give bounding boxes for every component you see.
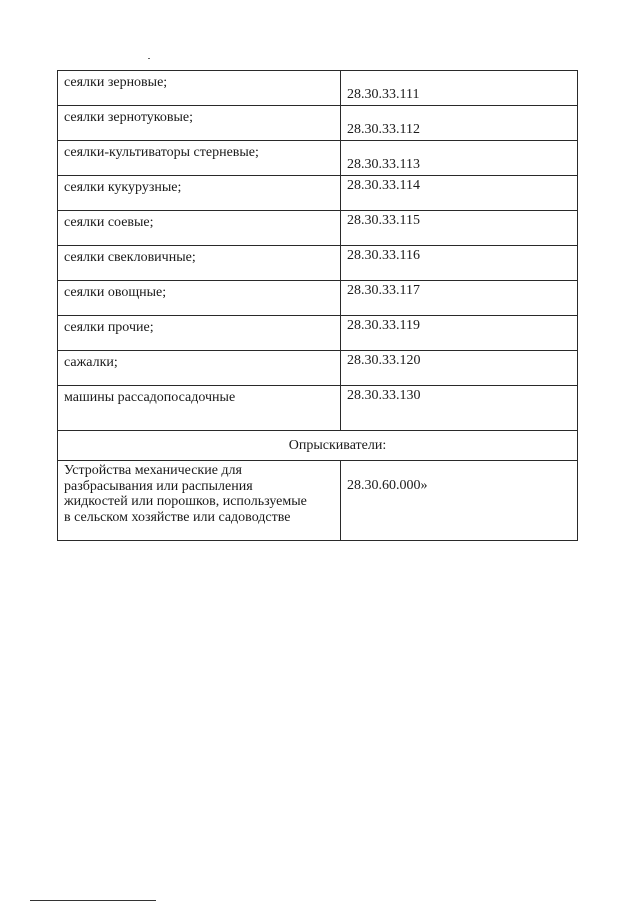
table-row — [58, 176, 578, 211]
item-code-cell: 28.30.33.119 — [341, 316, 578, 351]
table-row — [58, 351, 578, 386]
table-row — [58, 386, 578, 431]
table-row — [58, 246, 578, 281]
item-code-cell: 28.30.33.111 — [341, 71, 578, 106]
item-name-cell — [58, 461, 341, 541]
item-code-cell: 28.30.33.115 — [341, 211, 578, 246]
item-code-cell: 28.30.33.113 — [341, 141, 578, 176]
section-header: Опрыскиватели: — [58, 431, 578, 461]
item-code-cell: 28.30.33.112 — [341, 106, 578, 141]
item-name-cell: сеялки свекловичные; — [58, 246, 341, 281]
table-row — [58, 106, 578, 141]
item-code-cell: 28.30.33.120 — [341, 351, 578, 386]
classification-table — [57, 70, 578, 541]
item-name-cell: сажалки; — [58, 351, 341, 386]
item-name-cell: машины рассадопосадочные — [58, 386, 341, 431]
item-name-cell: сеялки прочие; — [58, 316, 341, 351]
footer-rule — [30, 900, 156, 901]
item-name-cell: сеялки соевые; — [58, 211, 341, 246]
item-name-cell: сеялки зерновые; — [58, 71, 341, 106]
item-description: Устройства механические для разбрасывания или распыления жидкостей или порошков, используемые в сельском хозяйстве или садоводстве — [64, 463, 307, 525]
item-name-cell: сеялки кукурузные; — [58, 176, 341, 211]
item-name-cell: сеялки-культиваторы стерневые; — [58, 141, 341, 176]
section-header-row — [58, 431, 578, 461]
table-row — [58, 211, 578, 246]
scan-mark — [148, 58, 150, 59]
item-code-cell: 28.30.33.130 — [341, 386, 578, 431]
table-row — [58, 461, 578, 541]
table-row — [58, 141, 578, 176]
table-row — [58, 71, 578, 106]
item-code-cell: 28.30.33.117 — [341, 281, 578, 316]
item-code-cell: 28.30.33.114 — [341, 176, 578, 211]
table-row — [58, 316, 578, 351]
item-code-cell: 28.30.60.000» — [341, 461, 578, 541]
item-name-cell: сеялки зернотуковые; — [58, 106, 341, 141]
item-code-cell: 28.30.33.116 — [341, 246, 578, 281]
table-row — [58, 281, 578, 316]
item-name-cell: сеялки овощные; — [58, 281, 341, 316]
